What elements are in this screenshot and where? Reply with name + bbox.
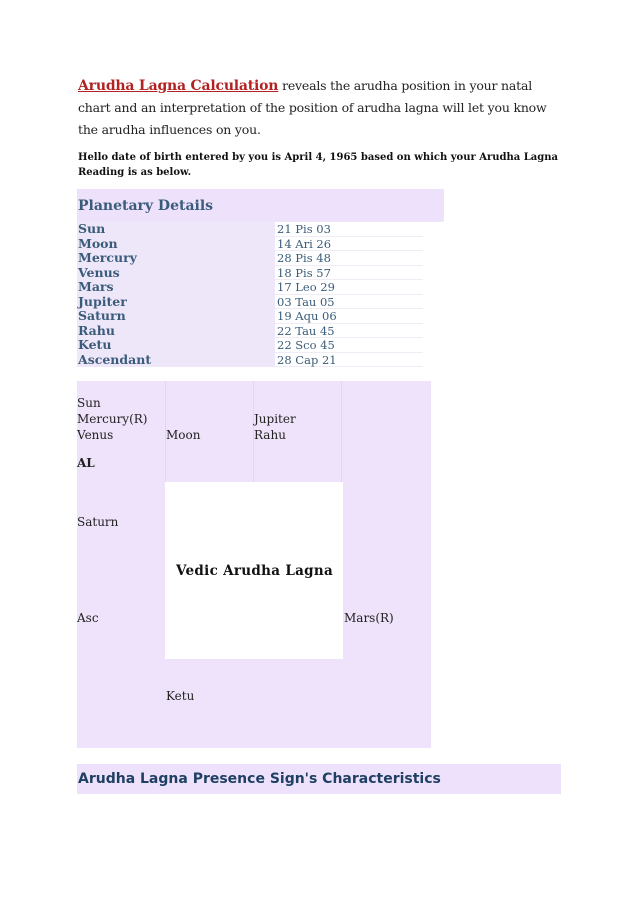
planet-position: 19 Aqu 06 [275,309,423,324]
table-row [77,266,443,281]
planet-position: 03 Tau 05 [275,295,423,310]
chart-title: Vedic Arudha Lagna [176,563,334,579]
table-row [77,338,443,353]
characteristics-heading: Arudha Lagna Presence Sign's Characteristics [77,764,561,794]
aries-planet: Moon [166,428,201,442]
planet-position: 28 Pis 48 [275,251,423,266]
planet-position: 21 Pis 03 [275,222,423,237]
arudha-lagna-calculation-link[interactable]: Arudha Lagna Calculation [78,78,279,94]
planetary-details-title: Planetary Details [77,189,444,221]
table-row [77,295,443,310]
table-row [77,353,443,368]
table-row [77,251,443,266]
capricorn-planet: Asc [77,611,99,625]
pisces-planet: Mercury(R) [77,412,148,426]
planet-position: 28 Cap 21 [275,353,423,368]
planet-name: Rahu [78,322,115,338]
table-row [77,324,443,339]
chart-bottom-row [77,659,431,748]
leo-planet: Mars(R) [344,611,394,625]
birth-date-statement: Hello date of birth entered by you is April 4, 1965 based on which your Arudha Lagna Reading is as below. [78,152,559,178]
planet-name: Saturn [78,308,126,323]
planet-name: Jupiter [78,293,127,309]
planet-position: 18 Pis 57 [275,266,423,281]
chart-left-column [77,482,165,659]
scorpio-planet: Ketu [166,689,195,703]
taurus-planet: Jupiter [254,412,296,426]
taurus-planet: Rahu [254,428,286,442]
planetary-details-table [77,189,443,367]
aquarius-planet: Saturn [77,515,119,529]
planet-name: Moon [78,235,118,251]
arudha-lagna-marker: AL [77,456,95,470]
pisces-planet: Venus [77,428,114,442]
planet-name: Mercury [78,250,137,265]
planet-name: Ascendant [78,351,152,367]
pisces-planet: Sun [77,396,101,410]
planet-position: 22 Sco 45 [275,338,423,353]
table-row [77,309,443,324]
planet-position: 22 Tau 45 [275,324,423,339]
table-row [77,280,443,295]
chart-right-column [343,482,431,659]
intro-text: reveals the arudha position in your natal chart and an interpretation of the position of arudha lagna will let you know the arudha influences on you. [78,78,547,137]
planet-name: Sun [78,221,106,236]
planet-name: Mars [78,279,114,294]
planet-name: Ketu [78,337,112,352]
planet-position: 14 Ari 26 [275,237,423,252]
planet-position: 17 Leo 29 [275,280,423,295]
intro-paragraph [78,75,558,141]
planet-name: Venus [78,264,120,280]
arudha-lagna-chart [77,381,431,748]
table-row [77,222,443,237]
table-row [77,237,443,252]
